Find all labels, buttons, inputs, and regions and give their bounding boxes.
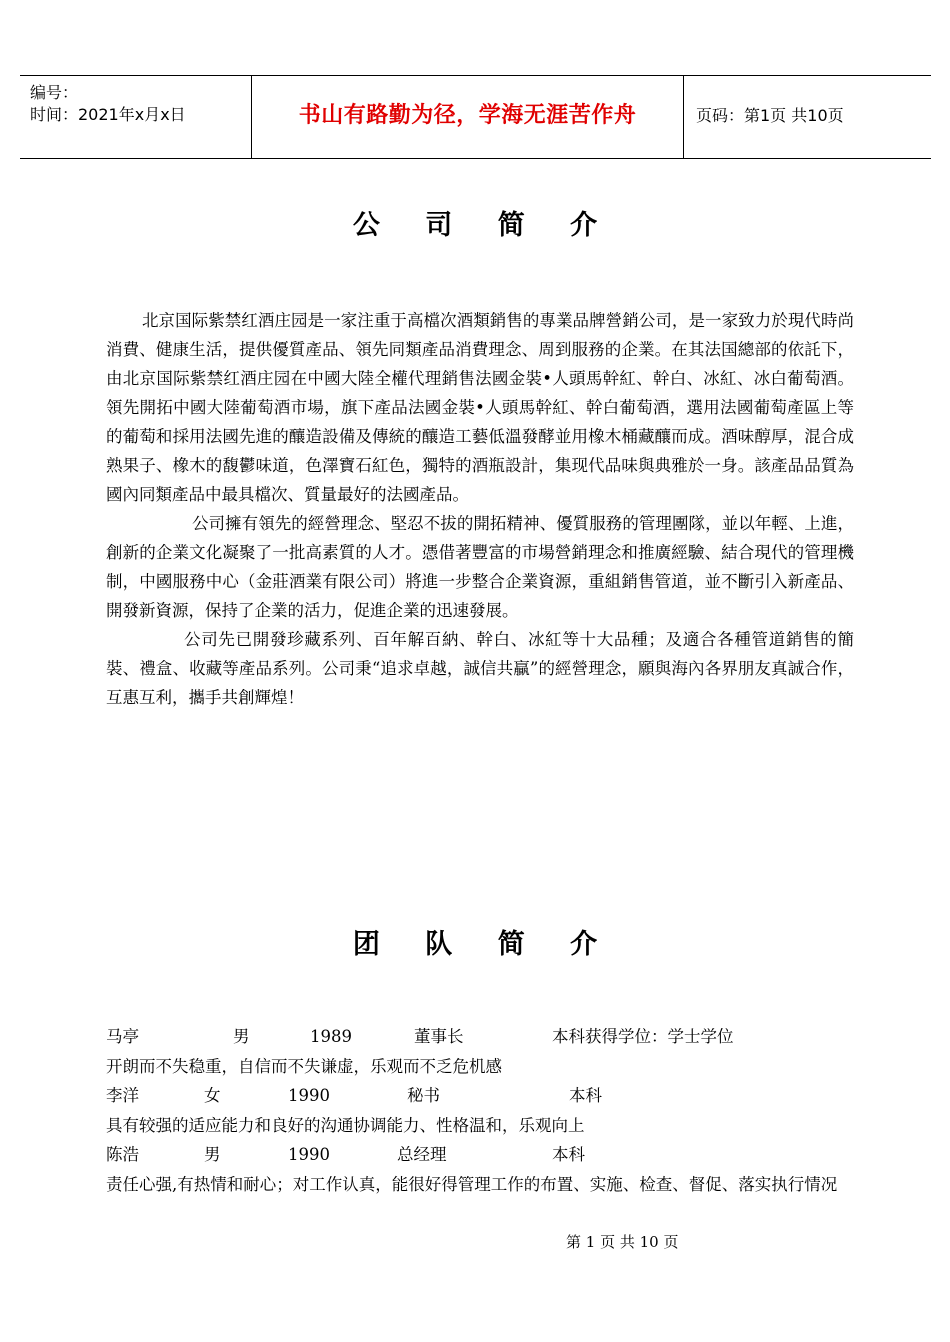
- member-birth-year: 1989: [310, 1027, 352, 1046]
- company-intro-title: 公 司 简 介: [352, 210, 616, 241]
- header-motto: 书山有路勤为径，学海无涯苦作舟: [298, 102, 637, 128]
- team-member-row: [106, 1140, 866, 1170]
- number-label: 编号：: [30, 83, 79, 102]
- team-list: [106, 1022, 866, 1199]
- company-intro-body: [106, 306, 854, 712]
- member-education: 本科: [552, 1145, 585, 1164]
- team-member-row: [106, 1022, 866, 1052]
- company-intro-paragraph: 北京国际紫禁红酒庄园是一家注重于高檔次酒類銷售的專業品牌營銷公司，是一家致力於現代時尚消費、健康生活，提供優質產品、領先同類產品消費理念、周到服務的企業。在其法国總部的依託下，由北京国际紫禁红酒庄园在中國大陸全權代理銷售法國金裝•人頭馬幹紅、幹白、冰紅、冰白葡萄酒。領先開拓中國大陸葡萄酒市場，旗下產品法國金裝•人頭馬幹紅、幹白葡萄酒，選用法國葡萄產區上等的葡萄和採用法國先進的釀造設備及傳統的釀造工藝低溫發酵並用橡木桶藏釀而成。酒味醇厚，混合成熟果子、橡木的馥鬱味道，色澤寶石紅色，獨特的酒瓶設計，集现代品味與典雅於一身。該產品品質為國內同類產品中最具檔次、質量最好的法國產品。: [106, 311, 854, 504]
- header-page-info: 页码：第1页 共10页: [696, 105, 844, 125]
- member-gender: 女: [204, 1086, 221, 1105]
- member-position: 总经理: [397, 1145, 447, 1164]
- member-birth-year: 1990: [288, 1145, 330, 1164]
- member-name: 李洋: [106, 1086, 139, 1105]
- team-intro-title: 团 队 简 介: [352, 929, 616, 960]
- member-position: 秘书: [407, 1086, 440, 1105]
- header-motto-cell: [252, 76, 684, 158]
- header-meta-cell: [20, 76, 252, 158]
- header-page-cell: [684, 76, 931, 158]
- member-education: 本科获得学位：学士学位: [552, 1027, 734, 1046]
- member-description: 责任心强,有热情和耐心；对工作认真，能很好得管理工作的布置、实施、检查、督促、落实执行情况: [106, 1174, 838, 1194]
- team-member-row: [106, 1081, 866, 1111]
- member-education: 本科: [569, 1086, 602, 1105]
- member-description: 具有较强的适应能力和良好的沟通协调能力、性格温和，乐观向上: [106, 1115, 585, 1135]
- time-label: 时间：2021年x月x日: [30, 105, 186, 124]
- member-name: 陈浩: [106, 1145, 139, 1164]
- member-gender: 男: [233, 1027, 250, 1046]
- company-intro-paragraph: 公司先已開發珍藏系列、百年解百納、幹白、冰紅等十大品種；及適合各種管道銷售的簡裝、禮盒、收藏等產品系列。公司秉“追求卓越，誠信共贏”的經營理念，願與海內各界朋友真誠合作，互惠互利，攜手共創輝煌！: [106, 630, 854, 707]
- member-name: 马亭: [106, 1027, 139, 1046]
- member-gender: 男: [204, 1145, 221, 1164]
- member-description: 开朗而不失稳重，自信而不失谦虚，乐观而不乏危机感: [106, 1056, 502, 1076]
- member-position: 董事长: [414, 1027, 464, 1046]
- page-footer: 第 1 页 共 10 页: [566, 1233, 679, 1251]
- document-header: [20, 75, 931, 159]
- member-birth-year: 1990: [288, 1086, 330, 1105]
- company-intro-paragraph: 公司擁有領先的經營理念、堅忍不拔的開拓精神、優質服務的管理團隊，並以年輕、上進，創新的企業文化凝聚了一批高素質的人才。憑借著豐富的市場營銷理念和推廣經驗、結合現代的管理機制，中國服務中心（金莊酒業有限公司）將進一步整合企業資源，重組銷售管道，並不斷引入新產品、開發新資源，保持了企業的活力，促進企業的迅速發展。: [106, 514, 854, 620]
